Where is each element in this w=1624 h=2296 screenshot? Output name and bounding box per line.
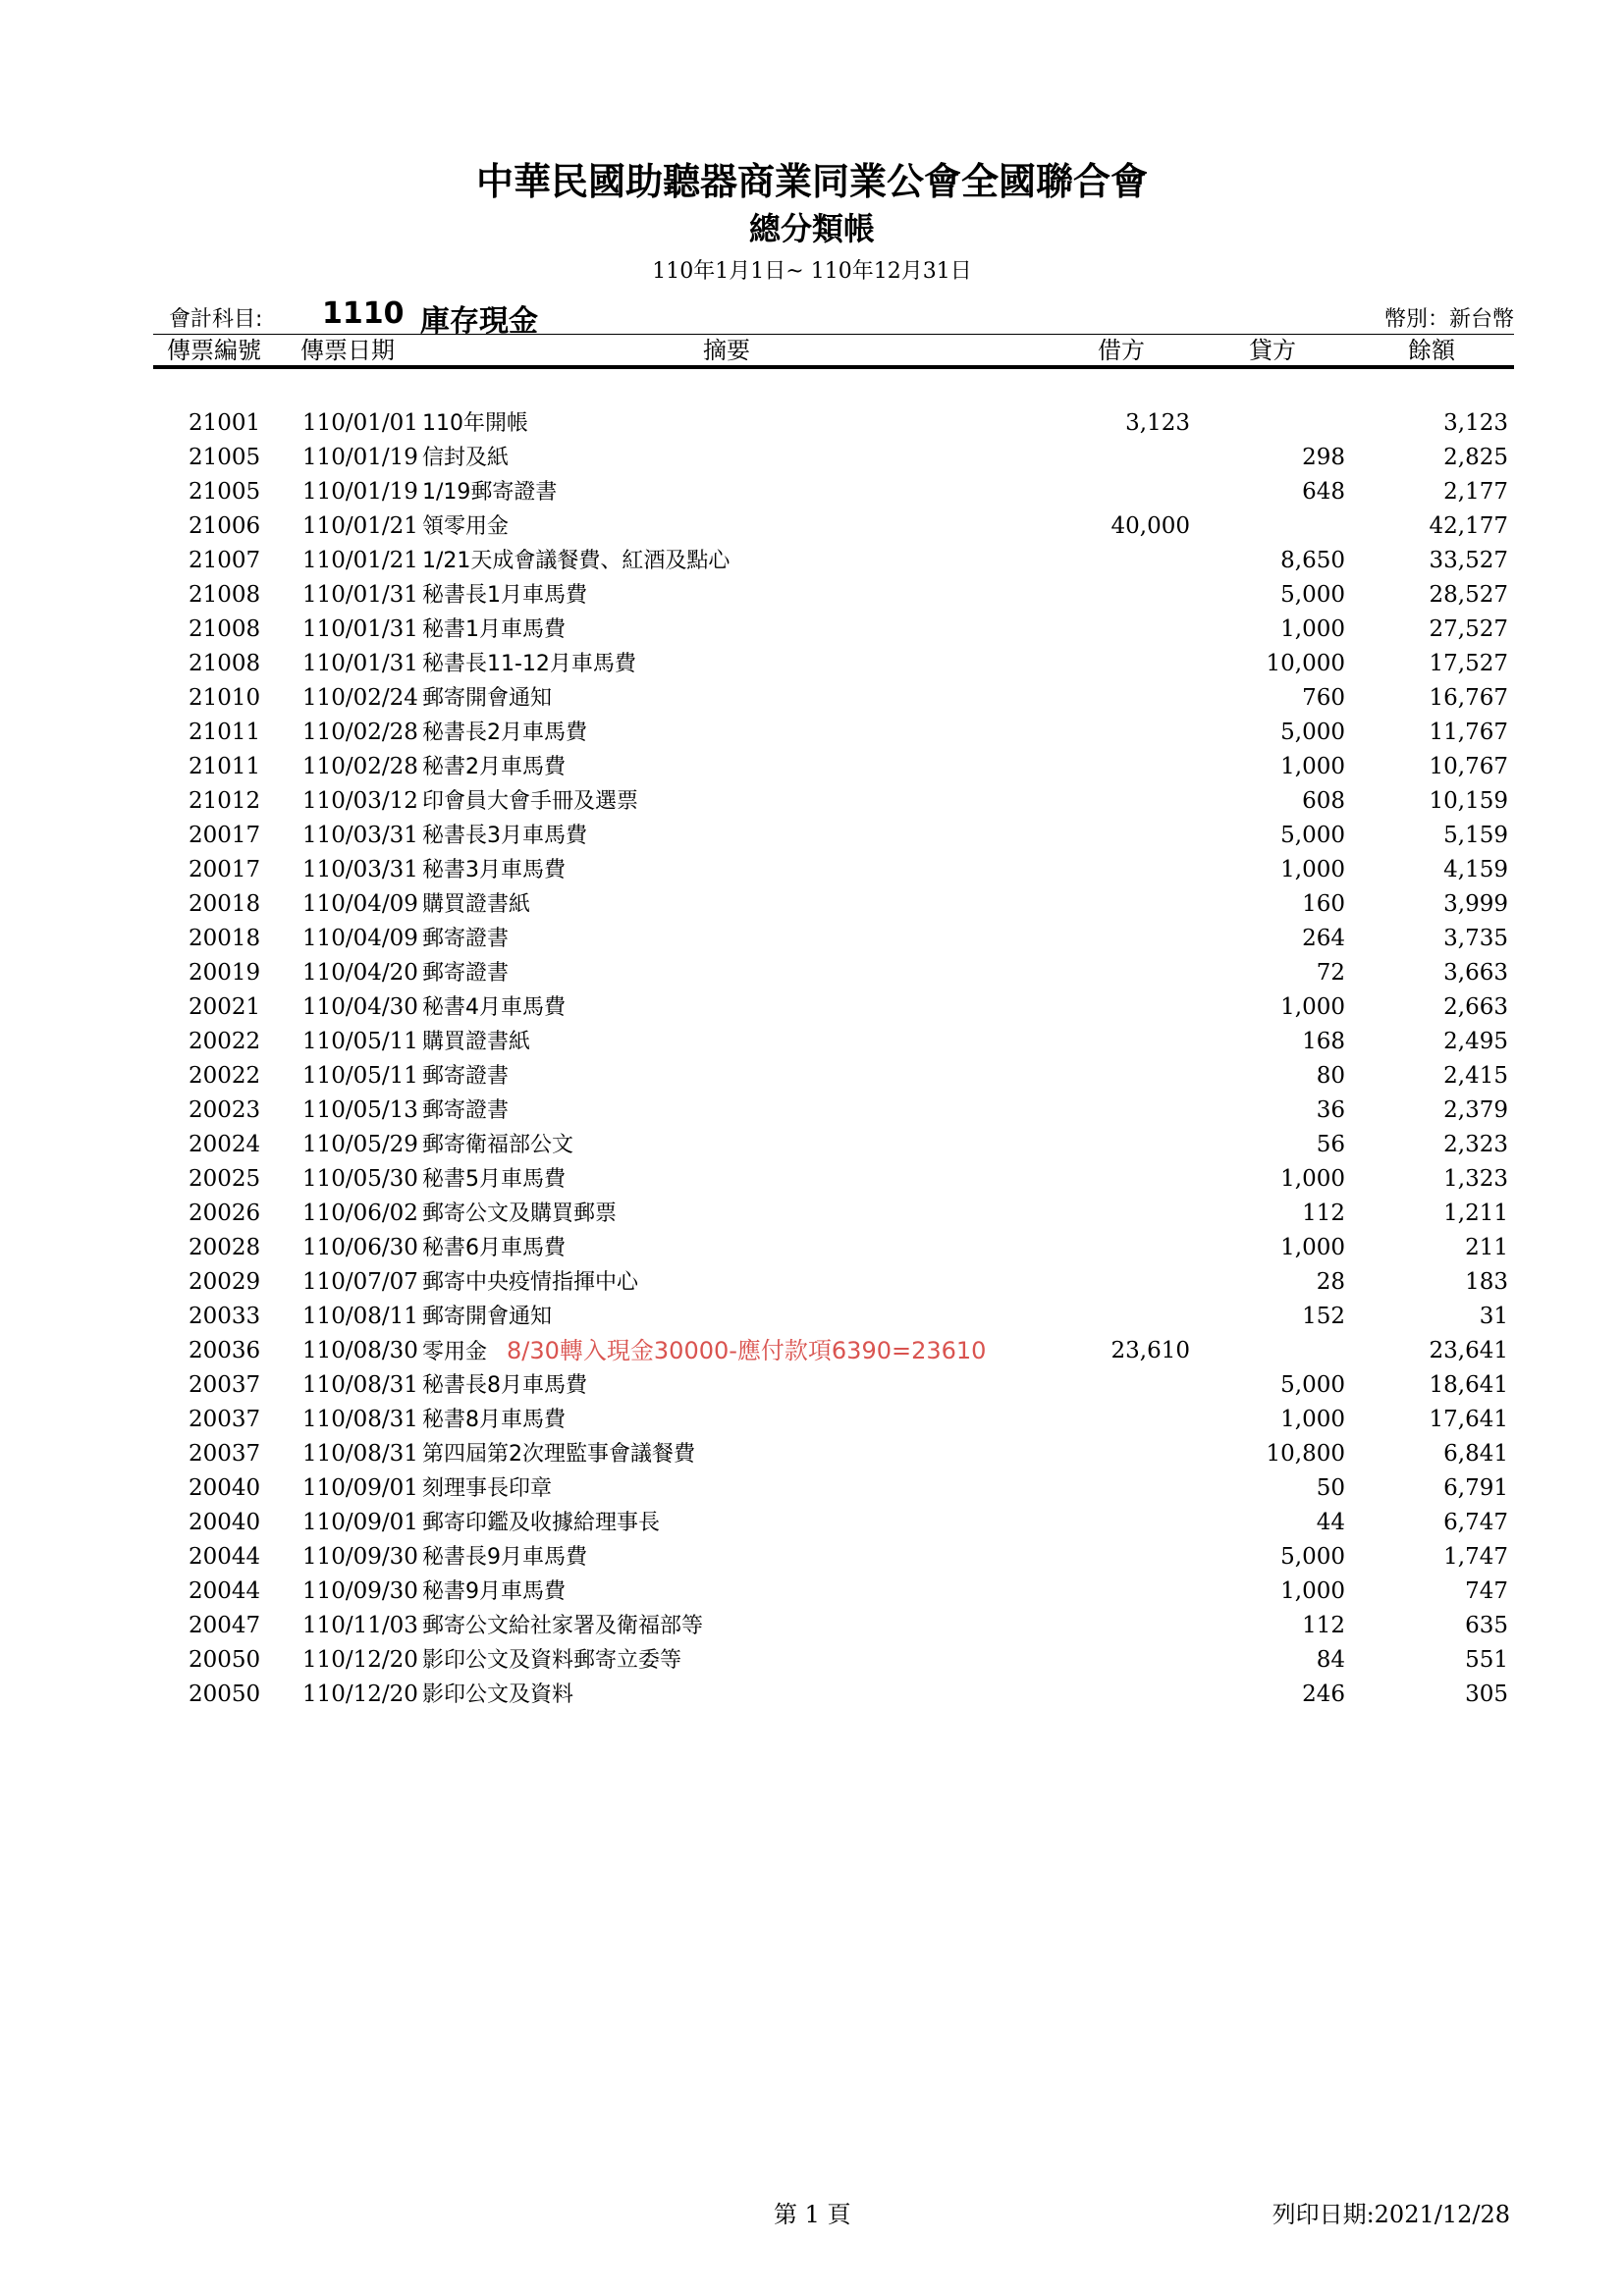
credit-cell: 36 [1316,1097,1345,1123]
balance-cell: 17,527 [1429,651,1508,676]
description-cell [422,990,566,1025]
account-name: 庫存現金 [420,304,538,339]
debit-cell: 3,123 [1125,410,1190,436]
description-cell [422,716,587,750]
voucher-no-cell: 20021 [189,994,261,1020]
balance-cell: 3,735 [1443,926,1508,951]
voucher-date-cell: 110/03/12 [302,788,418,814]
credit-cell: 8,650 [1280,548,1345,573]
voucher-date-cell: 110/08/31 [302,1441,418,1467]
voucher-no-cell: 20026 [189,1201,261,1226]
header-rule-bottom [153,365,1514,369]
credit-cell: 648 [1302,479,1345,505]
balance-cell: 1,747 [1443,1544,1508,1570]
description-text: 秘書長8月車馬費 [422,1373,587,1398]
description-text: 秘書6月車馬費 [422,1236,566,1260]
voucher-date-cell: 110/01/31 [302,651,418,676]
table-row [0,1368,1624,1403]
credit-cell: 608 [1302,788,1345,814]
balance-cell: 2,495 [1443,1029,1508,1054]
description-text: 郵寄開會通知 [422,686,553,711]
voucher-date-cell: 110/01/31 [302,582,418,608]
balance-cell: 10,767 [1429,754,1508,779]
table-row [0,1575,1624,1609]
voucher-no-cell: 20028 [189,1235,261,1260]
table-row [0,1643,1624,1678]
description-text: 購買證書紙 [422,1030,531,1054]
description-text: 影印公文及資料郵寄立委等 [422,1648,682,1673]
table-row [0,1197,1624,1231]
table-row [0,1300,1624,1334]
column-header-credit: 貸方 [1249,337,1296,364]
description-cell [422,1197,617,1231]
voucher-date-cell: 110/09/30 [302,1544,418,1570]
balance-cell: 551 [1465,1647,1508,1673]
voucher-date-cell: 110/01/21 [302,513,418,539]
table-row [0,544,1624,578]
balance-cell: 3,123 [1443,410,1508,436]
credit-cell: 5,000 [1280,1544,1345,1570]
voucher-date-cell: 110/12/20 [302,1682,418,1707]
table-row [0,1162,1624,1197]
voucher-no-cell: 21006 [189,513,261,539]
table-row [0,1265,1624,1300]
balance-cell: 5,159 [1443,823,1508,848]
balance-cell: 2,415 [1443,1063,1508,1089]
description-cell [422,1643,681,1678]
description-cell [422,1334,986,1369]
balance-cell: 747 [1465,1578,1508,1604]
credit-cell: 168 [1302,1029,1345,1054]
description-text: 郵寄公文給社家署及衛福部等 [422,1614,704,1638]
table-row [0,1094,1624,1128]
credit-cell: 264 [1302,926,1345,951]
credit-cell: 10,000 [1266,651,1345,676]
description-text: 領零用金 [422,514,510,539]
voucher-no-cell: 20033 [189,1304,261,1329]
description-text: 秘書長3月車馬費 [422,824,587,848]
column-header-balance: 餘額 [1408,337,1455,364]
description-text: 郵寄開會通知 [422,1305,553,1329]
page-number: 第 1 頁 [774,2201,851,2228]
credit-cell: 1,000 [1280,754,1345,779]
voucher-no-cell: 20050 [189,1682,261,1707]
description-cell [422,853,566,887]
header-rule-top [153,334,1514,335]
table-row [0,475,1624,509]
voucher-date-cell: 110/04/30 [302,994,418,1020]
balance-cell: 16,767 [1429,685,1508,711]
balance-cell: 6,747 [1443,1510,1508,1535]
table-row [0,1334,1624,1368]
balance-cell: 1,323 [1443,1166,1508,1192]
voucher-no-cell: 21001 [189,410,261,436]
voucher-date-cell: 110/05/30 [302,1166,418,1192]
voucher-no-cell: 20037 [189,1372,261,1398]
table-row [0,1506,1624,1540]
voucher-no-cell: 20044 [189,1578,261,1604]
description-cell [422,1575,566,1609]
description-text: 影印公文及資料 [422,1682,574,1707]
voucher-no-cell: 20019 [189,960,261,986]
table-row [0,1128,1624,1162]
description-cell [422,1094,509,1128]
balance-cell: 3,999 [1443,891,1508,917]
table-row [0,578,1624,613]
voucher-date-cell: 110/09/01 [302,1475,418,1501]
description-text: 郵寄中央疫情指揮中心 [422,1270,639,1295]
credit-cell: 56 [1316,1132,1345,1157]
balance-cell: 4,159 [1443,857,1508,882]
description-cell [422,1300,552,1334]
description-cell [422,1025,530,1059]
report-period: 110年1月1日~ 110年12月31日 [652,259,972,284]
credit-cell: 80 [1316,1063,1345,1089]
voucher-no-cell: 21008 [189,616,261,642]
credit-cell: 1,000 [1280,994,1345,1020]
voucher-date-cell: 110/12/20 [302,1647,418,1673]
balance-cell: 28,527 [1429,582,1508,608]
table-row [0,406,1624,441]
description-cell [422,613,566,647]
voucher-date-cell: 110/04/20 [302,960,418,986]
description-cell [422,819,587,853]
table-row [0,784,1624,819]
balance-cell: 2,177 [1443,479,1508,505]
description-text: 秘書2月車馬費 [422,755,566,779]
voucher-no-cell: 20024 [189,1132,261,1157]
credit-cell: 1,000 [1280,857,1345,882]
table-row [0,819,1624,853]
description-text: 1/21天成會議餐費、紅酒及點心 [422,549,731,573]
description-text: 郵寄衛福部公文 [422,1133,574,1157]
credit-cell: 112 [1302,1613,1345,1638]
table-row [0,613,1624,647]
table-row [0,647,1624,681]
voucher-no-cell: 20037 [189,1407,261,1432]
description-text: 購買證書紙 [422,892,531,917]
voucher-date-cell: 110/01/19 [302,445,418,470]
balance-cell: 635 [1465,1613,1508,1638]
voucher-date-cell: 110/03/31 [302,823,418,848]
account-label: 會計科目: [169,307,263,332]
credit-cell: 5,000 [1280,823,1345,848]
voucher-no-cell: 20017 [189,857,261,882]
balance-cell: 17,641 [1429,1407,1508,1432]
description-text: 郵寄證書 [422,1098,510,1123]
account-code: 1110 [322,296,405,331]
description-cell [422,1609,703,1643]
column-header-voucher-no: 傳票編號 [167,337,261,364]
voucher-no-cell: 20036 [189,1338,261,1363]
voucher-no-cell: 21007 [189,548,261,573]
description-cell [422,956,509,990]
table-row [0,509,1624,544]
table-row [0,1609,1624,1643]
description-cell [422,1471,552,1506]
credit-cell: 246 [1302,1682,1345,1707]
description-text: 秘書4月車馬費 [422,995,566,1020]
voucher-date-cell: 110/03/31 [302,857,418,882]
credit-cell: 5,000 [1280,1372,1345,1398]
balance-cell: 2,825 [1443,445,1508,470]
voucher-date-cell: 110/02/24 [302,685,418,711]
voucher-no-cell: 21011 [189,720,261,745]
description-cell [422,1059,509,1094]
credit-cell: 10,800 [1266,1441,1345,1467]
credit-cell: 298 [1302,445,1345,470]
balance-cell: 11,767 [1429,720,1508,745]
credit-cell: 1,000 [1280,1235,1345,1260]
voucher-no-cell: 21005 [189,479,261,505]
debit-cell: 40,000 [1110,513,1190,539]
voucher-no-cell: 21012 [189,788,261,814]
ledger-table [0,406,1624,1712]
credit-cell: 44 [1316,1510,1345,1535]
voucher-no-cell: 20050 [189,1647,261,1673]
voucher-date-cell: 110/08/31 [302,1372,418,1398]
description-text: 秘書9月車馬費 [422,1579,566,1604]
description-cell [422,1540,587,1575]
report-title: 中華民國助聽器商業同業公會全國聯合會 [475,160,1148,203]
table-row [0,1403,1624,1437]
description-cell [422,578,587,613]
description-text: 秘書3月車馬費 [422,858,566,882]
voucher-no-cell: 21011 [189,754,261,779]
description-text: 信封及紙 [422,446,510,470]
voucher-date-cell: 110/07/07 [302,1269,418,1295]
voucher-date-cell: 110/11/03 [302,1613,418,1638]
credit-cell: 1,000 [1280,616,1345,642]
voucher-date-cell: 110/05/13 [302,1097,418,1123]
voucher-no-cell: 20023 [189,1097,261,1123]
voucher-date-cell: 110/01/01 [302,410,418,436]
balance-cell: 33,527 [1429,548,1508,573]
credit-cell: 152 [1302,1304,1345,1329]
credit-cell: 1,000 [1280,1578,1345,1604]
credit-cell: 112 [1302,1201,1345,1226]
balance-cell: 31 [1479,1304,1508,1329]
table-row [0,681,1624,716]
credit-cell: 50 [1316,1475,1345,1501]
balance-cell: 6,791 [1443,1475,1508,1501]
table-row [0,750,1624,784]
voucher-no-cell: 20047 [189,1613,261,1638]
voucher-date-cell: 110/06/02 [302,1201,418,1226]
column-header-debit: 借方 [1098,337,1145,364]
credit-cell: 160 [1302,891,1345,917]
table-row [0,1540,1624,1575]
voucher-date-cell: 110/05/11 [302,1063,418,1089]
credit-cell: 28 [1316,1269,1345,1295]
description-text: 秘書長1月車馬費 [422,583,587,608]
voucher-date-cell: 110/02/28 [302,754,418,779]
description-cell [422,1678,573,1712]
balance-cell: 27,527 [1429,616,1508,642]
voucher-no-cell: 20037 [189,1441,261,1467]
description-text: 1/19郵寄證書 [422,480,558,505]
description-text: 郵寄證書 [422,961,510,986]
credit-cell: 84 [1316,1647,1345,1673]
description-text: 零用金 [422,1340,488,1364]
description-cell [422,922,509,956]
description-cell [422,1231,566,1265]
voucher-no-cell: 21005 [189,445,261,470]
voucher-date-cell: 110/01/31 [302,616,418,642]
voucher-date-cell: 110/01/19 [302,479,418,505]
voucher-no-cell: 20017 [189,823,261,848]
voucher-date-cell: 110/04/09 [302,926,418,951]
voucher-date-cell: 110/04/09 [302,891,418,917]
voucher-date-cell: 110/01/21 [302,548,418,573]
voucher-date-cell: 110/08/30 [302,1338,418,1363]
description-text: 110年開帳 [422,411,528,436]
report-subtitle: 總分類帳 [748,210,875,247]
description-cell [422,406,528,441]
description-cell [422,1437,695,1471]
account-info [169,296,1514,339]
credit-cell: 1,000 [1280,1166,1345,1192]
balance-cell: 10,159 [1429,788,1508,814]
voucher-date-cell: 110/02/28 [302,720,418,745]
voucher-no-cell: 20040 [189,1510,261,1535]
table-row [0,990,1624,1025]
balance-cell: 6,841 [1443,1441,1508,1467]
description-text: 秘書8月車馬費 [422,1408,566,1432]
description-text: 秘書5月車馬費 [422,1167,566,1192]
description-cell [422,1368,587,1403]
debit-cell: 23,610 [1110,1338,1190,1363]
voucher-no-cell: 20044 [189,1544,261,1570]
description-cell [422,1128,573,1162]
voucher-date-cell: 110/05/29 [302,1132,418,1157]
column-header-voucher-date: 傳票日期 [300,337,395,364]
description-text: 印會員大會手冊及選票 [422,789,639,814]
balance-cell: 305 [1465,1682,1508,1707]
description-cell [422,750,566,784]
voucher-date-cell: 110/09/01 [302,1510,418,1535]
description-text: 秘書長11-12月車馬費 [422,652,636,676]
description-text: 郵寄印鑑及收據給理事長 [422,1511,661,1535]
table-row [0,1437,1624,1471]
description-cell [422,544,730,578]
table-row [0,1059,1624,1094]
description-text: 郵寄證書 [422,927,510,951]
column-header-description: 摘要 [703,337,750,364]
balance-cell: 3,663 [1443,960,1508,986]
voucher-date-cell: 110/05/11 [302,1029,418,1054]
description-text: 秘書長2月車馬費 [422,721,587,745]
balance-cell: 2,663 [1443,994,1508,1020]
voucher-no-cell: 20022 [189,1029,261,1054]
credit-cell: 5,000 [1280,582,1345,608]
voucher-no-cell: 20029 [189,1269,261,1295]
credit-cell: 72 [1316,960,1345,986]
description-text: 秘書1月車馬費 [422,617,566,642]
table-row [0,1025,1624,1059]
table-row [0,956,1624,990]
description-text: 第四屆第2次理監事會議餐費 [422,1442,695,1467]
currency-label: 幣別：新台幣 [1383,307,1514,332]
description-cell [422,1265,638,1300]
balance-cell: 211 [1465,1235,1508,1260]
table-row [0,853,1624,887]
voucher-no-cell: 21008 [189,651,261,676]
description-cell [422,509,509,544]
voucher-date-cell: 110/09/30 [302,1578,418,1604]
voucher-no-cell: 20018 [189,926,261,951]
description-cell [422,681,552,716]
description-note: 8/30轉入現金30000-應付款項6390=23610 [507,1337,987,1364]
balance-cell: 42,177 [1429,513,1508,539]
voucher-no-cell: 20018 [189,891,261,917]
balance-cell: 183 [1465,1269,1508,1295]
credit-cell: 760 [1302,685,1345,711]
voucher-no-cell: 20040 [189,1475,261,1501]
voucher-no-cell: 21008 [189,582,261,608]
description-text: 秘書長9月車馬費 [422,1545,587,1570]
voucher-no-cell: 20022 [189,1063,261,1089]
description-text: 郵寄證書 [422,1064,510,1089]
balance-cell: 23,641 [1429,1338,1508,1363]
credit-cell: 1,000 [1280,1407,1345,1432]
voucher-date-cell: 110/06/30 [302,1235,418,1260]
table-row [0,716,1624,750]
description-text: 郵寄公文及購買郵票 [422,1201,618,1226]
description-cell [422,1403,566,1437]
credit-cell: 5,000 [1280,720,1345,745]
description-cell [422,647,636,681]
balance-cell: 18,641 [1429,1372,1508,1398]
voucher-no-cell: 21010 [189,685,261,711]
print-date: 列印日期:2021/12/28 [1272,2201,1510,2228]
table-row [0,1471,1624,1506]
table-row [0,887,1624,922]
description-cell [422,887,530,922]
description-cell [422,1162,566,1197]
description-cell [422,475,557,509]
table-row [0,1231,1624,1265]
description-cell [422,784,638,819]
balance-cell: 2,323 [1443,1132,1508,1157]
balance-cell: 2,379 [1443,1097,1508,1123]
voucher-date-cell: 110/08/31 [302,1407,418,1432]
table-row [0,922,1624,956]
table-row [0,1678,1624,1712]
voucher-date-cell: 110/08/11 [302,1304,418,1329]
voucher-no-cell: 20025 [189,1166,261,1192]
description-cell [422,441,509,475]
table-row [0,441,1624,475]
description-cell [422,1506,660,1540]
description-text: 刻理事長印章 [422,1476,553,1501]
balance-cell: 1,211 [1443,1201,1508,1226]
